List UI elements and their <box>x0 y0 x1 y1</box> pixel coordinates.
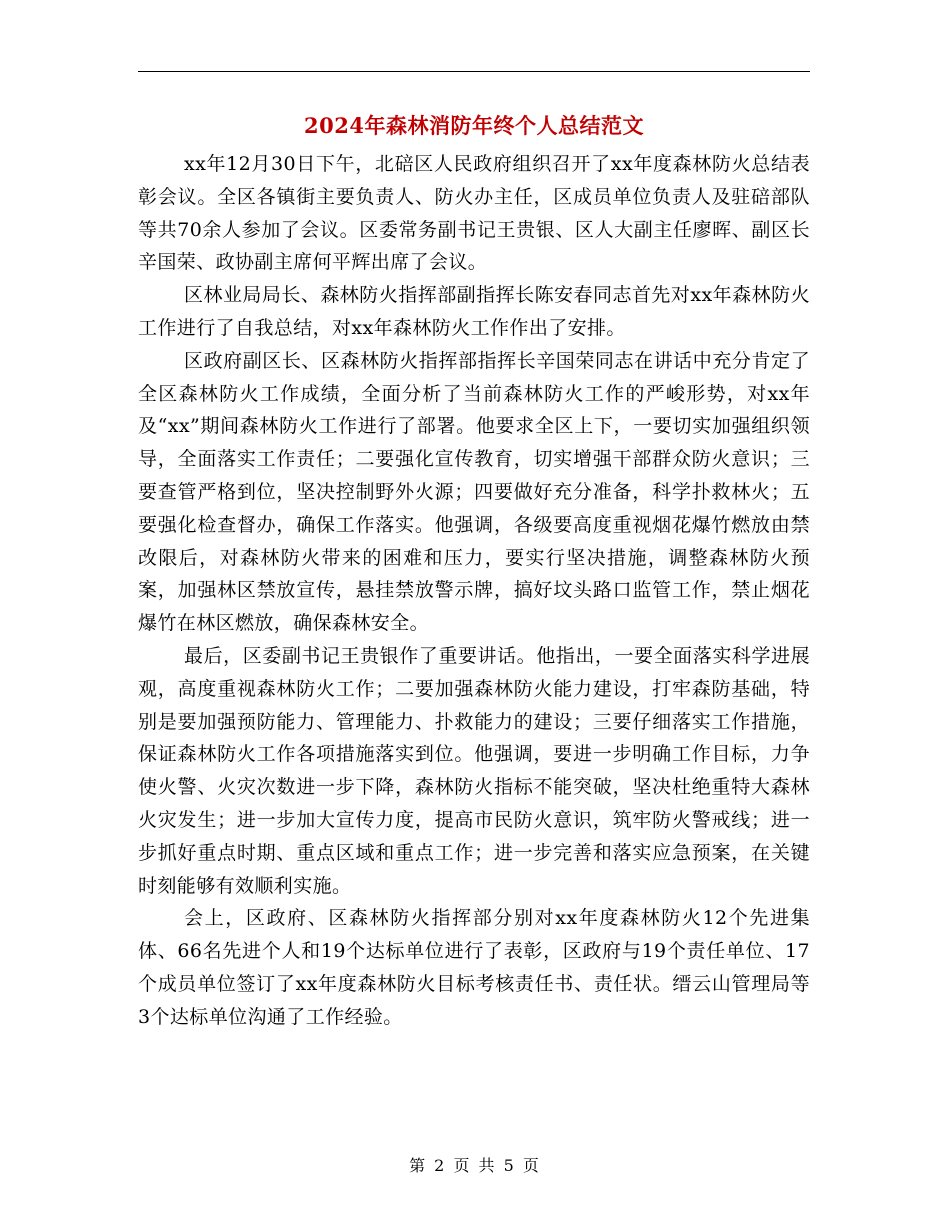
paragraph-3: 区政府副区长、区森林防火指挥部指挥长辛国荣同志在讲话中充分肯定了全区森林防火工作成绩，全面分析了当前森林防火工作的严峻形势，对xx年及“xx”期间森林防火工作进行了部署。他要求全区上下，一要切实加强组织领导，全面落实工作责任；二要强化宣传教育，切实增强干部群众防火意识；三要查管严格到位，坚决控制野外火源；四要做好充分准备，科学扑救林火；五要强化检查督办，确保工作落实。他强调，各级要高度重视烟花爆竹燃放由禁改限后，对森林防火带来的困难和压力，要实行坚决措施，调整森林防火预案，加强林区禁放宣传，悬挂禁放警示牌，搞好坟头路口监管工作，禁止烟花爆竹在林区燃放，确保森林安全。 <box>138 349 810 635</box>
document-title: 2024年森林消防年终个人总结范文 <box>304 113 644 138</box>
paragraph-2: 区林业局局长、森林防火指挥部副指挥长陈安春同志首先对xx年森林防火工作进行了自我总结，对xx年森林防火工作作出了安排。 <box>138 284 810 339</box>
page-footer: 第 2 页 共 5 页 <box>409 1156 541 1175</box>
paragraph-5: 会上，区政府、区森林防火指挥部分别对xx年度森林防火12个先进集体、66名先进个人和19个达标单位进行了表彰，区政府与19个责任单位、17个成员单位签订了xx年度森林防火目标考核责任书、责任状。缙云山管理局等3个达标单位沟通了工作经验。 <box>138 907 810 1028</box>
paragraph-4: 最后，区委副书记王贵银作了重要讲话。他指出，一要全面落实科学进展观，高度重视森林防火工作；二要加强森林防火能力建设，打牢森防基础，特别是要加强预防能力、管理能力、扑救能力的建设；三要仔细落实工作措施，保证森林防火工作各项措施落实到位。他强调，要进一步明确工作目标，力争使火警、火灾次数进一步下降，森林防火指标不能突破，坚决杜绝重特大森林火灾发生；进一步加大宣传力度，提高市民防火意识，筑牢防火警戒线；进一步抓好重点时期、重点区域和重点工作；进一步完善和落实应急预案，在关键时刻能够有效顺利实施。 <box>138 644 810 897</box>
header-rule <box>138 71 810 72</box>
paragraph-1: xx年12月30日下午，北碚区人民政府组织召开了xx年度森林防火总结表彰会议。全区各镇街主要负责人、防火办主任，区成员单位负责人及驻碚部队等共70余人参加了会议。区委常务副书记王贵银、区人大副主任廖晖、副区长辛国荣、政协副主席何平辉出席了会议。 <box>138 153 810 274</box>
document-body <box>138 148 810 1034</box>
